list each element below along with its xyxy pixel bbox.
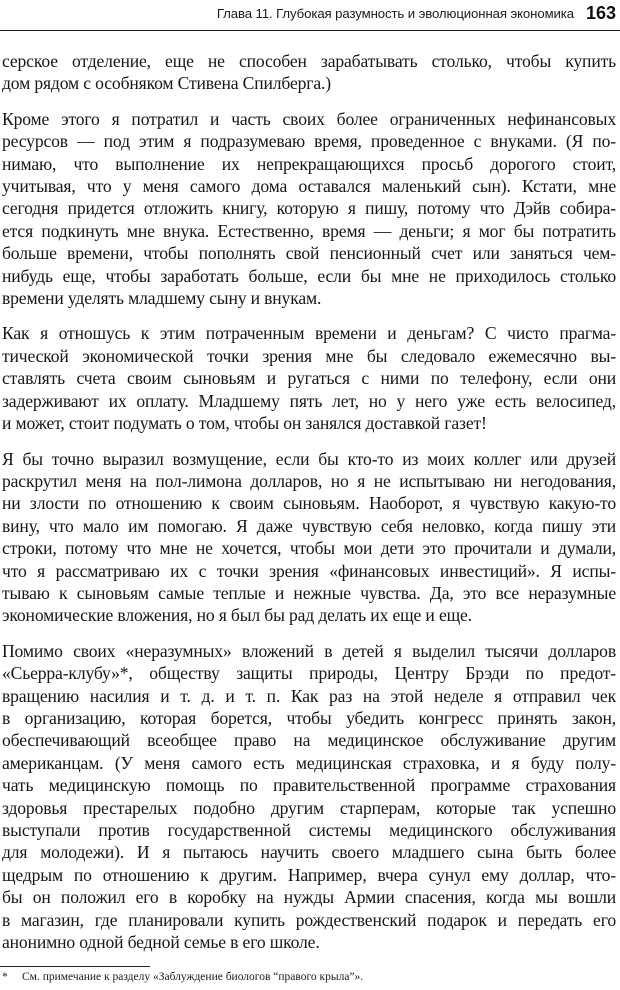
paragraph bbox=[2, 50, 616, 95]
text-line: дом рядом с особняком Стивена Спилберга.) bbox=[2, 73, 331, 94]
running-header bbox=[0, 0, 620, 31]
text-line: строки, потому что мне не хочется, чтобы мои дети это прочитали и думали, bbox=[2, 538, 616, 559]
text-line: в магазин, где планировали купить рождественский подарок и передать его bbox=[2, 909, 616, 930]
text-line: ни злости по отношению к своим сыновьям. Наоборот, я чувствую какую-то bbox=[2, 493, 616, 514]
footnote bbox=[2, 971, 363, 983]
text-line: времени уделять младшему сыну и внукам. bbox=[2, 288, 322, 309]
text-line: задерживают их оплату. Младшему пять лет, но у него уже есть велосипед, bbox=[2, 390, 616, 411]
text-line: щедрым по отношению к другим. Например, вчера сунул ему доллар, что- bbox=[2, 864, 616, 885]
text-line: ется подкинуть мне внука. Естественно, время — деньги; я мог бы потратить bbox=[2, 220, 616, 241]
text-line: нимаю, что выполнение их непрекращающихся просьб дорогого стоит, bbox=[2, 153, 616, 174]
page-number: 163 bbox=[585, 3, 616, 23]
paragraph bbox=[2, 108, 616, 310]
body-text bbox=[2, 50, 616, 966]
text-line: здоровья престарелых подобно другим старперам, которые так успешно bbox=[2, 797, 616, 818]
text-line: обеспечивающий всеобщее право на медицинское обслуживание другим bbox=[2, 730, 616, 751]
text-line: вращению насилия и т. д. и т. п. Как раз на этой неделе я отправил чек bbox=[2, 685, 616, 706]
text-line: что я рассматриваю их с точки зрения «финансовых инвестиций». Я испы- bbox=[2, 560, 616, 581]
text-line: в организацию, которая борется, чтобы убедить конгресс принять закон, bbox=[2, 707, 616, 728]
text-line: Помимо своих «неразумных» вложений в детей я выделил тысячи долларов bbox=[2, 640, 616, 661]
text-line: ресурсов — под этим я подразумеваю время, проведенное с внуками. (Я по- bbox=[2, 131, 616, 152]
text-line: тываю к сыновьям самые теплые и нежные чувства. Да, это все неразумные bbox=[2, 582, 616, 603]
footnote-divider bbox=[0, 966, 150, 967]
chapter-running-title: Глава 11. Глубокая разумность и эволюционная экономика bbox=[216, 6, 574, 21]
text-line: учитывая, что у меня самого дома оставался маленький сын). Кстати, мне bbox=[2, 176, 616, 197]
text-line: сегодня придется отложить книгу, которую я пишу, потому что Дэйв собира- bbox=[2, 198, 616, 219]
text-line: Кроме этого я потратил и часть своих более ограниченных нефинансовых bbox=[2, 108, 616, 129]
text-line: тической экономической точки зрения мне бы следовало ежемесячно вы- bbox=[2, 345, 616, 366]
text-line: анонимно одной бедной семье в его школе. bbox=[2, 932, 320, 953]
text-line: серское отделение, еще не способен зарабатывать столько, чтобы купить bbox=[2, 51, 616, 71]
footnote-text: См. примечание к разделу «Заблуждение биологов “правого крыла”». bbox=[22, 971, 364, 983]
text-line: «Сьерра-клубу»*, обществу защиты природы, Центру Брэди по предот- bbox=[2, 663, 616, 684]
text-line: экономические вложения, но я был бы рад делать их еще и еще. bbox=[2, 605, 472, 626]
text-line: бы он положил его в коробку на нужды Армии спасения, когда мы вошли bbox=[2, 887, 616, 908]
text-line: ставлять счета своим сыновьям и ругаться с ними по телефону, если они bbox=[2, 368, 616, 389]
text-line: больше времени, чтобы пополнять свой пенсионный счет или заняться чем- bbox=[2, 243, 616, 264]
text-line: для молодежи). И я пытаюсь научить своего младшего сына быть более bbox=[2, 842, 616, 863]
text-line: вину, что мало им помогаю. Я даже чувствую себя неловко, когда пишу эти bbox=[2, 515, 616, 536]
paragraph bbox=[2, 640, 616, 954]
text-line: американцам. (У меня самого есть медицинская страховка, и я буду полу- bbox=[2, 752, 616, 773]
footnote-marker: * bbox=[2, 971, 8, 983]
text-line: и может, стоит подумать о том, чтобы он занялся доставкой газет! bbox=[2, 413, 487, 434]
paragraph bbox=[2, 322, 616, 434]
text-line: раскрутил меня на пол-лимона долларов, но я не испытываю ни негодования, bbox=[2, 470, 616, 491]
text-line: выступали против государственной системы медицинского обслуживания bbox=[2, 820, 616, 840]
paragraph bbox=[2, 448, 616, 627]
text-line: нибудь еще, чтобы заработать больше, если бы мне не приходилось столько bbox=[2, 265, 616, 286]
text-line: Я бы точно выразил возмущение, если бы кто-то из моих коллег или друзей bbox=[2, 448, 616, 469]
text-line: Как я отношусь к этим потраченным времени и деньгам? С чисто прагма- bbox=[2, 323, 616, 344]
text-line: чать медицинскую помощь по правительственной программе страхования bbox=[2, 775, 616, 796]
